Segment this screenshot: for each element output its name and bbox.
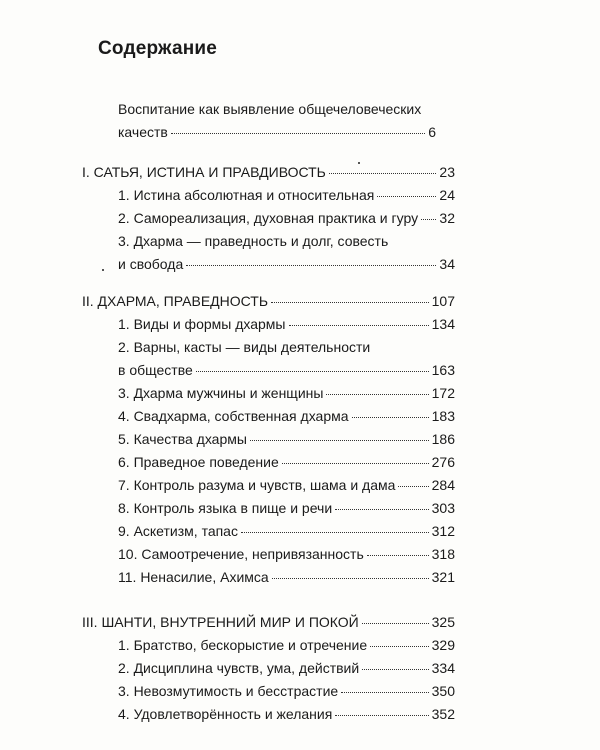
page-number: 284 — [431, 477, 455, 493]
item-title: 2. Самореализация, духовная практика и гуру — [118, 210, 419, 226]
dot-leader — [186, 265, 436, 266]
page-number: 107 — [431, 293, 455, 309]
toc-item[interactable] — [118, 522, 455, 540]
page-number: 134 — [431, 316, 455, 332]
item-title: 1. Виды и формы дхармы — [118, 316, 286, 332]
dot-leader — [289, 325, 429, 326]
section-title: I. САТЬЯ, ИСТИНА И ПРАВДИВОСТЬ — [82, 164, 326, 180]
page-number: 352 — [431, 706, 455, 722]
toc-item[interactable] — [118, 682, 455, 700]
toc-section-2[interactable] — [82, 292, 455, 310]
dot-leader — [362, 623, 429, 624]
toc-item[interactable] — [118, 476, 455, 494]
dot-leader — [370, 646, 429, 647]
dot-leader — [272, 578, 429, 579]
section-title: III. ШАНТИ, ВНУТРЕННИЙ МИР И ПОКОЙ — [82, 614, 359, 630]
page-number: 329 — [431, 637, 455, 653]
toc-item[interactable] — [118, 636, 455, 654]
page-number: 34 — [439, 256, 455, 272]
toc-entry-title-line: Воспитание как выявление общечеловеческих — [118, 101, 422, 117]
toc-item[interactable] — [118, 407, 455, 425]
toc-section-1[interactable] — [82, 163, 455, 181]
toc-item[interactable] — [118, 453, 455, 471]
toc-item[interactable] — [118, 384, 455, 402]
item-title: 3. Невозмутимость и бесстрастие — [118, 683, 339, 699]
toc-item[interactable] — [118, 545, 455, 563]
item-title: 3. Дхарма мужчины и женщины — [118, 385, 324, 401]
item-title: 4. Свадхарма, собственная дхарма — [118, 408, 349, 424]
item-title-line: 2. Варны, касты — виды деятельности — [118, 339, 371, 355]
item-title: 8. Контроль языка в пище и речи — [118, 500, 333, 516]
page-number: 23 — [439, 164, 455, 180]
page-number: 318 — [431, 546, 455, 562]
item-title: 11. Ненасилие, Ахимса — [118, 569, 269, 585]
item-title-line: 3. Дхарма — праведность и долг, совесть — [118, 233, 389, 249]
toc-item[interactable] — [118, 568, 455, 586]
dot-leader — [241, 532, 429, 533]
page-number: 312 — [431, 523, 455, 539]
toc-item[interactable] — [118, 659, 455, 677]
toc-item[interactable] — [118, 499, 455, 517]
toc-entry-intro[interactable] — [118, 100, 436, 141]
page-number: 163 — [431, 362, 455, 378]
item-title: 9. Аскетизм, тапас — [118, 523, 238, 539]
page-number: 321 — [431, 569, 455, 585]
toc-entry-title-line: качеств — [118, 124, 168, 140]
page-number: 32 — [439, 210, 455, 226]
toc-item[interactable] — [118, 209, 455, 227]
item-title: 2. Дисциплина чувств, ума, действий — [118, 660, 360, 676]
toc-item[interactable] — [118, 186, 455, 204]
item-title: 4. Удовлетворённость и желания — [118, 706, 333, 722]
toc-item[interactable] — [118, 338, 455, 379]
page-number: 276 — [431, 454, 455, 470]
dot-leader — [341, 692, 428, 693]
dot-leader — [171, 133, 425, 134]
page-number: 172 — [431, 385, 455, 401]
toc-item[interactable] — [118, 430, 455, 448]
item-title: 5. Качества дхармы — [118, 431, 247, 447]
page-number: 6 — [428, 124, 436, 140]
page-number: 186 — [431, 431, 455, 447]
scan-speck — [358, 162, 360, 164]
dot-leader — [271, 302, 429, 303]
dot-leader — [250, 440, 429, 441]
dot-leader — [398, 486, 428, 487]
item-title-line: и свобода — [118, 256, 184, 272]
toc-item[interactable] — [118, 232, 455, 273]
page-number: 325 — [431, 614, 455, 630]
toc-item[interactable] — [118, 705, 455, 723]
item-title: 1. Братство, бескорыстие и отречение — [118, 637, 368, 653]
section-title: II. ДХАРМА, ПРАВЕДНОСТЬ — [82, 293, 269, 309]
toc-section-3[interactable] — [82, 613, 455, 631]
dot-leader — [282, 463, 429, 464]
toc-item[interactable] — [118, 315, 455, 333]
page-title: Содержание — [98, 38, 218, 59]
dot-leader — [196, 371, 429, 372]
page-number: 350 — [431, 683, 455, 699]
dot-leader — [326, 394, 428, 395]
item-title: 10. Самоотречение, непривязанность — [118, 546, 364, 562]
item-title: 7. Контроль разума и чувств, шама и дама — [118, 477, 396, 493]
page-number: 334 — [431, 660, 455, 676]
page-number: 24 — [439, 187, 455, 203]
dot-leader — [335, 509, 429, 510]
item-title: 1. Истина абсолютная и относительная — [118, 187, 375, 203]
dot-leader — [352, 417, 429, 418]
page-number: 303 — [431, 500, 455, 516]
page-number: 183 — [431, 408, 455, 424]
item-title-line: в обществе — [118, 362, 193, 378]
dot-leader — [329, 173, 437, 174]
item-title: 6. Праведное поведение — [118, 454, 279, 470]
dot-leader — [362, 669, 428, 670]
dot-leader — [421, 219, 436, 220]
scan-speck — [102, 269, 104, 271]
dot-leader — [367, 555, 429, 556]
dot-leader — [335, 715, 428, 716]
dot-leader — [377, 196, 436, 197]
